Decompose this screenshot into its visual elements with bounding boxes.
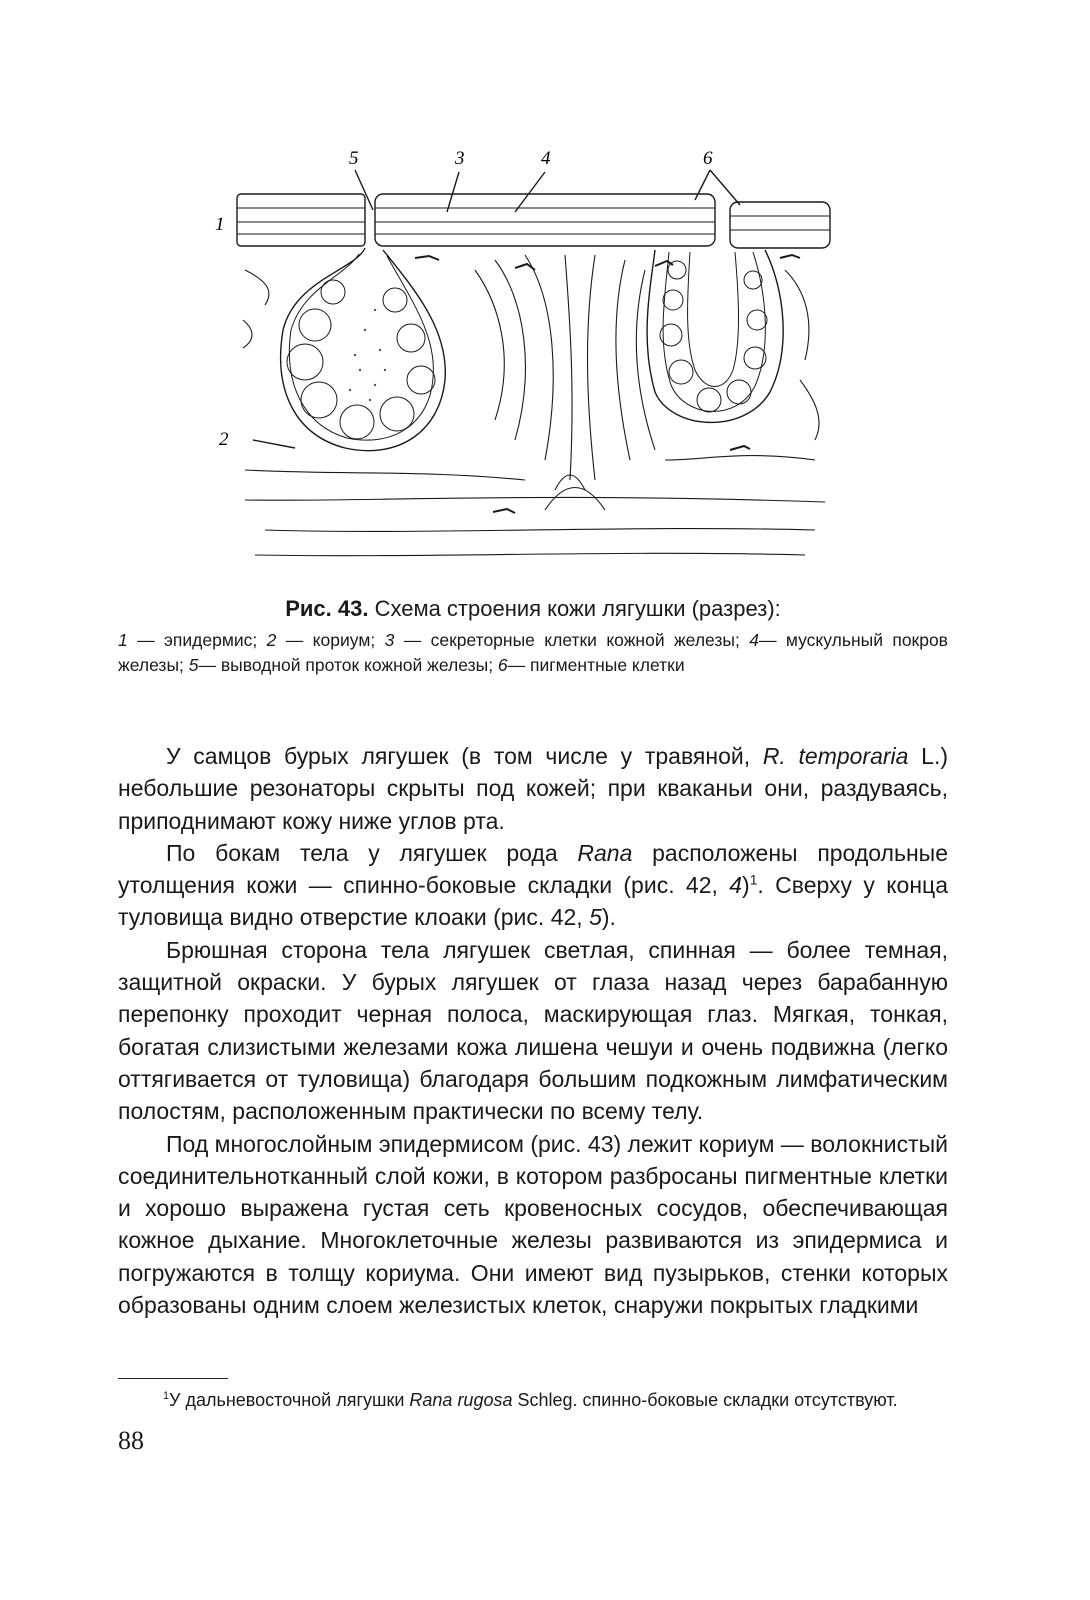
p2-text-e: ). [601, 904, 616, 931]
p2-text-b: расположены продольные утолщения кожи — спинно-боковые складки (рис. 42, [118, 839, 948, 899]
legend-text-3: — секреторные клетки кожной железы; [394, 630, 750, 650]
caption-figure-number: Рис. 43. [285, 596, 369, 621]
p2-genus-name: Rana [577, 839, 633, 866]
paragraph-2 [118, 837, 948, 934]
caption-title-text: Схема строения кожи лягушки (разрез): [368, 596, 781, 621]
page-number: 88 [118, 1426, 144, 1455]
legend-num-2: 2 [266, 630, 277, 650]
caption-legend [118, 628, 948, 678]
footnote-species-name: Rana rugosa [409, 1390, 513, 1410]
legend-num-3: 3 [384, 630, 395, 650]
legend-num-5: 5 [188, 655, 199, 675]
skin-section-figure [215, 130, 835, 570]
figure-label-5: 5 [349, 148, 359, 169]
figure-label-6: 6 [703, 148, 713, 169]
legend-text-1: — эпидермис; [127, 630, 267, 650]
paragraph-3: Брюшная сторона тела лягушек светлая, спинная — более темная, защитной окраски. У бурых лягушек от глаза назад через барабанную перепонку проходит черная полоса, маскирующая глаз. Мягкая, тонкая, богатая слизистыми железами кожа лишена чешуи и очень подвижна (легко оттягивается от туловища) благодаря большим подкожным лимфатическим полостям, расположенным практически по всему телу. [118, 936, 948, 1125]
legend-text-5: — выводной проток кожной железы; [198, 655, 498, 675]
legend-text-4: — мускульный покров железы; [118, 630, 948, 675]
caption-title [118, 596, 948, 622]
footnote-number: 1 [163, 1390, 170, 1402]
p2-ref-5: 5 [589, 904, 602, 931]
p2-text-c: ) [742, 872, 750, 899]
figure-label-4: 4 [541, 148, 551, 169]
footnote-marker: 1 [749, 872, 758, 888]
p2-ref-4: 4 [729, 872, 743, 899]
legend-text-6: — пигментные клетки [507, 655, 685, 675]
p1-text-a: У самцов бурых лягушек (в том числе у травяной, [166, 743, 763, 769]
figure-label-2: 2 [219, 429, 229, 450]
skin-section-drawing [215, 130, 835, 570]
legend-num-1: 1 [118, 630, 128, 650]
p1-species-name: R. temporaria [762, 743, 909, 769]
figure-label-1: 1 [215, 214, 225, 235]
p2-text-a: По бокам тела у лягушек рода [166, 839, 578, 866]
footnote [118, 1388, 948, 1413]
footnote-text-b: Schleg. спинно-боковые складки отсутствуют. [512, 1390, 898, 1410]
p2-text-d: . Сверху у конца туловища видно отверстие клоаки (рис. 42, [118, 872, 949, 931]
legend-text-2: — кориум; [276, 630, 385, 650]
footnote-text-a: У дальневосточной лягушки [169, 1390, 410, 1410]
figure-label-3: 3 [455, 148, 465, 169]
legend-num-6: 6 [497, 655, 508, 675]
paragraph-4: Под многослойным эпидермисом (рис. 43) лежит кориум — волокнистый соединительнотканный слой кожи, в котором разбросаны пигментные клетки и хорошо выражена густая сеть кровеносных сосудов, обеспечивающая кожное дыхание. Многоклеточные железы развиваются из эпидермиса и погружаются в толщу кориума. Они имеют вид пузырьков, стенки которых образованы одним слоем железистых клеток, снаружи покрытых гладкими [118, 1130, 948, 1319]
p1-text-b: L.) небольшие резонаторы скрыты под кожей; при кваканьи они, раздуваясь, приподнимают кожу ниже углов рта. [118, 743, 948, 834]
main-text [118, 740, 948, 1321]
figure-caption [118, 596, 948, 678]
footnote-divider [118, 1378, 228, 1379]
legend-num-4: 4 [749, 630, 759, 650]
paragraph-1 [118, 740, 948, 837]
